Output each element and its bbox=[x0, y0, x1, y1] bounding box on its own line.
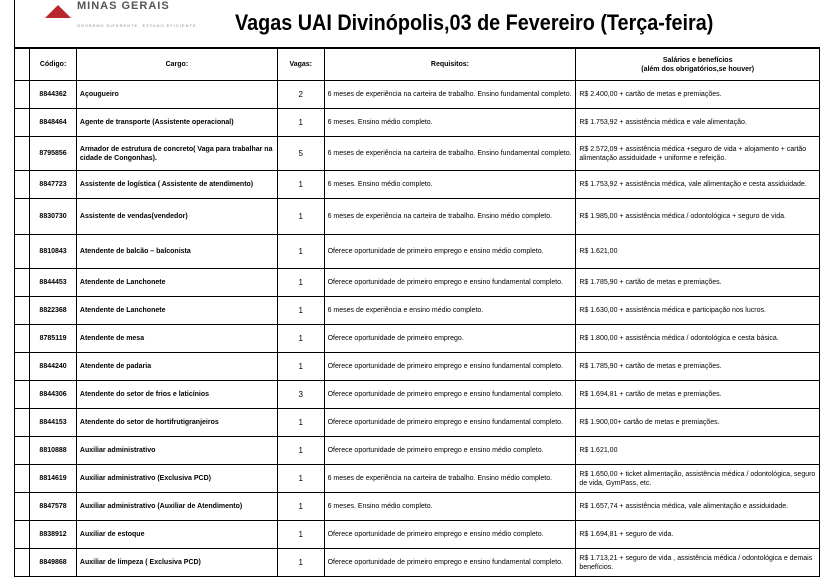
job-requirements: Oferece oportunidade de primeiro emprego e ensino fundamental completo. bbox=[324, 549, 576, 577]
job-requirements: 6 meses de experiência na carteira de trabalho. Ensino médio completo. bbox=[324, 465, 576, 493]
job-title: Auxiliar administrativo bbox=[76, 437, 277, 465]
table-row bbox=[15, 297, 820, 325]
job-requirements: 6 meses. Ensino médio completo. bbox=[324, 171, 576, 199]
job-code: 8810888 bbox=[30, 437, 77, 465]
header-requisitos: Requisitos: bbox=[324, 49, 576, 81]
header-vagas: Vagas: bbox=[277, 49, 324, 81]
table-row bbox=[15, 235, 820, 269]
job-vacancies-table bbox=[14, 48, 820, 577]
job-salary-benefits: R$ 1.694,81 + cartão de metas e premiações. bbox=[576, 381, 820, 409]
job-code: 8830730 bbox=[30, 199, 77, 235]
page-title: Vagas UAI Divinópolis,03 de Fevereiro (Terça-feira) bbox=[235, 10, 714, 35]
job-title: Assistente de logística ( Assistente de atendimento) bbox=[76, 171, 277, 199]
job-title: Assistente de vendas(vendedor) bbox=[76, 199, 277, 235]
job-salary-benefits: R$ 1.650,00 + ticket alimentação, assistência médica / odontológica, seguro de vida, GymPass, etc. bbox=[576, 465, 820, 493]
header-code: Código: bbox=[30, 49, 77, 81]
table-row bbox=[15, 137, 820, 171]
job-title: Agente de transporte (Assistente operacional) bbox=[76, 109, 277, 137]
job-code: 8785119 bbox=[30, 325, 77, 353]
table-row bbox=[15, 109, 820, 137]
job-code: 8844362 bbox=[30, 81, 77, 109]
row-blank-cell bbox=[15, 137, 30, 171]
job-salary-benefits: R$ 1.694,81 + seguro de vida. bbox=[576, 521, 820, 549]
header-salarios-line2: (além dos obrigatórios,se houver) bbox=[641, 65, 755, 73]
job-code: 8844453 bbox=[30, 269, 77, 297]
job-title: Armador de estrutura de concreto( Vaga para trabalhar na cidade de Congonhas). bbox=[76, 137, 277, 171]
job-requirements: 6 meses de experiência na carteira de trabalho. Ensino fundamental completo. bbox=[324, 137, 576, 171]
header-salarios-line1: Salários e benefícios bbox=[662, 56, 733, 64]
table-row bbox=[15, 171, 820, 199]
row-blank-cell bbox=[15, 437, 30, 465]
job-code: 8844306 bbox=[30, 381, 77, 409]
table-row bbox=[15, 437, 820, 465]
job-salary-benefits: R$ 1.785,90 + cartão de metas e premiações. bbox=[576, 269, 820, 297]
job-requirements: Oferece oportunidade de primeiro emprego e ensino médio completo. bbox=[324, 521, 576, 549]
job-requirements: Oferece oportunidade de primeiro emprego. bbox=[324, 325, 576, 353]
job-openings: 1 bbox=[277, 325, 324, 353]
job-requirements: Oferece oportunidade de primeiro emprego e ensino fundamental completo. bbox=[324, 409, 576, 437]
row-blank-cell bbox=[15, 465, 30, 493]
table-row bbox=[15, 549, 820, 577]
page-header bbox=[14, 0, 820, 48]
table-row bbox=[15, 465, 820, 493]
job-openings: 1 bbox=[277, 235, 324, 269]
table-row bbox=[15, 199, 820, 235]
job-openings: 1 bbox=[277, 199, 324, 235]
job-title: Atendente de Lanchonete bbox=[76, 297, 277, 325]
job-title: Atendente de mesa bbox=[76, 325, 277, 353]
job-title: Atendente do setor de frios e laticínios bbox=[76, 381, 277, 409]
job-salary-benefits: R$ 1.985,00 + assistência médica / odontológica + seguro de vida. bbox=[576, 199, 820, 235]
job-salary-benefits: R$ 1.657,74 + assistência médica, vale alimentação e assiduidade. bbox=[576, 493, 820, 521]
job-salary-benefits: R$ 2.572,09 + assistência médica +seguro de vida + alojamento + cartão alimentação assiduidade + uniforme e refeição. bbox=[576, 137, 820, 171]
job-title: Atendente de balcão – balconista bbox=[76, 235, 277, 269]
logo-mark-icon bbox=[45, 5, 71, 18]
row-blank-cell bbox=[15, 297, 30, 325]
table-row bbox=[15, 381, 820, 409]
row-blank-cell bbox=[15, 493, 30, 521]
job-title: Atendente do setor de hortifrutigranjeiros bbox=[76, 409, 277, 437]
table-row bbox=[15, 409, 820, 437]
row-blank-cell bbox=[15, 409, 30, 437]
job-openings: 5 bbox=[277, 137, 324, 171]
table-row bbox=[15, 353, 820, 381]
job-salary-benefits: R$ 1.621,00 bbox=[576, 437, 820, 465]
job-requirements: Oferece oportunidade de primeiro emprego e ensino fundamental completo. bbox=[324, 381, 576, 409]
row-blank-cell bbox=[15, 325, 30, 353]
job-salary-benefits: R$ 1.713,21 + seguro de vida , assistência médica / odontológica e demais benefícios. bbox=[576, 549, 820, 577]
job-salary-benefits: R$ 1.630,00 + assistência médica e participação nos lucros. bbox=[576, 297, 820, 325]
job-salary-benefits: R$ 1.800,00 + assistência médica / odontológica e cesta básica. bbox=[576, 325, 820, 353]
row-blank-cell bbox=[15, 81, 30, 109]
row-blank-cell bbox=[15, 353, 30, 381]
job-openings: 1 bbox=[277, 109, 324, 137]
table-body bbox=[15, 81, 820, 577]
job-code: 8849868 bbox=[30, 549, 77, 577]
job-requirements: 6 meses de experiência na carteira de trabalho. Ensino fundamental completo. bbox=[324, 81, 576, 109]
job-title: Atendente de padaria bbox=[76, 353, 277, 381]
header-cargo: Cargo: bbox=[76, 49, 277, 81]
job-openings: 1 bbox=[277, 269, 324, 297]
job-openings: 1 bbox=[277, 409, 324, 437]
job-requirements: Oferece oportunidade de primeiro emprego e ensino fundamental completo. bbox=[324, 269, 576, 297]
job-salary-benefits: R$ 1.753,92 + assistência médica, vale alimentação e cesta assiduidade. bbox=[576, 171, 820, 199]
job-requirements: 6 meses de experiência e ensino médio completo. bbox=[324, 297, 576, 325]
job-salary-benefits: R$ 1.900,00+ cartão de metas e premiações. bbox=[576, 409, 820, 437]
table-row bbox=[15, 81, 820, 109]
job-code: 8795856 bbox=[30, 137, 77, 171]
job-title: Auxiliar de limpeza ( Exclusiva PCD) bbox=[76, 549, 277, 577]
job-code: 8810843 bbox=[30, 235, 77, 269]
job-requirements: 6 meses. Ensino médio completo. bbox=[324, 493, 576, 521]
job-openings: 1 bbox=[277, 353, 324, 381]
row-blank-cell bbox=[15, 549, 30, 577]
job-openings: 1 bbox=[277, 171, 324, 199]
job-code: 8844240 bbox=[30, 353, 77, 381]
table-row bbox=[15, 325, 820, 353]
job-code: 8848464 bbox=[30, 109, 77, 137]
job-requirements: Oferece oportunidade de primeiro emprego e ensino médio completo. bbox=[324, 235, 576, 269]
job-salary-benefits: R$ 1.785,90 + cartão de metas e premiações. bbox=[576, 353, 820, 381]
job-code: 8847723 bbox=[30, 171, 77, 199]
job-openings: 1 bbox=[277, 465, 324, 493]
job-title: Auxiliar de estoque bbox=[76, 521, 277, 549]
job-code: 8814619 bbox=[30, 465, 77, 493]
row-blank-cell bbox=[15, 269, 30, 297]
logo-tagline: GOVERNO DIFERENTE. ESTADO EFICIENTE. bbox=[77, 23, 199, 28]
table-row bbox=[15, 521, 820, 549]
job-code: 8838912 bbox=[30, 521, 77, 549]
logo-name: MINAS GERAIS bbox=[77, 0, 170, 12]
job-openings: 1 bbox=[277, 297, 324, 325]
job-requirements: Oferece oportunidade de primeiro emprego e ensino médio completo. bbox=[324, 437, 576, 465]
job-salary-benefits: R$ 1.753,92 + assistência médica e vale alimentação. bbox=[576, 109, 820, 137]
row-blank-cell bbox=[15, 521, 30, 549]
row-blank-cell bbox=[15, 235, 30, 269]
row-blank-cell bbox=[15, 199, 30, 235]
job-openings: 2 bbox=[277, 81, 324, 109]
job-code: 8844153 bbox=[30, 409, 77, 437]
table-row bbox=[15, 493, 820, 521]
row-blank-cell bbox=[15, 171, 30, 199]
job-requirements: 6 meses de experiência na carteira de trabalho. Ensino médio completo. bbox=[324, 199, 576, 235]
header-salarios bbox=[576, 49, 820, 81]
table-header-row bbox=[15, 49, 820, 81]
job-openings: 3 bbox=[277, 381, 324, 409]
job-requirements: Oferece oportunidade de primeiro emprego e ensino fundamental completo. bbox=[324, 353, 576, 381]
row-blank-cell bbox=[15, 109, 30, 137]
job-openings: 1 bbox=[277, 521, 324, 549]
job-title: Auxiliar administrativo (Exclusiva PCD) bbox=[76, 465, 277, 493]
job-salary-benefits: R$ 2.400,00 + cartão de metas e premiações. bbox=[576, 81, 820, 109]
row-blank-cell bbox=[15, 381, 30, 409]
job-code: 8847578 bbox=[30, 493, 77, 521]
header-blank bbox=[15, 49, 30, 81]
job-openings: 1 bbox=[277, 549, 324, 577]
job-openings: 1 bbox=[277, 437, 324, 465]
job-title: Atendente de Lanchonete bbox=[76, 269, 277, 297]
job-requirements: 6 meses. Ensino médio completo. bbox=[324, 109, 576, 137]
job-openings: 1 bbox=[277, 493, 324, 521]
minas-gerais-logo bbox=[45, 0, 199, 33]
job-title: Auxiliar administrativo (Auxiliar de Atendimento) bbox=[76, 493, 277, 521]
job-title: Açougueiro bbox=[76, 81, 277, 109]
job-salary-benefits: R$ 1.621,00 bbox=[576, 235, 820, 269]
job-code: 8822368 bbox=[30, 297, 77, 325]
table-row bbox=[15, 269, 820, 297]
